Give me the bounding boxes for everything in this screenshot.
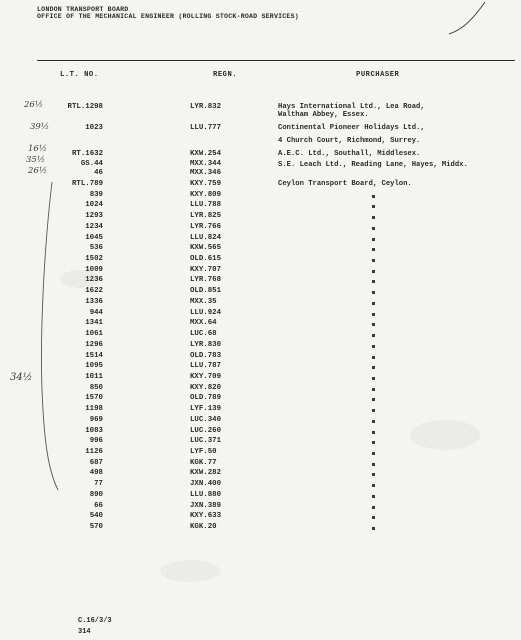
lt-number-cell: 1502: [85, 255, 103, 264]
registration-cell: LYR.766: [190, 222, 222, 231]
ditto-mark: [372, 398, 375, 401]
check-mark-icon: [441, 0, 491, 40]
registration-cell: OLD.789: [190, 394, 222, 403]
purchaser-continental-1: Continental Pioneer Holidays Ltd.,: [278, 124, 425, 132]
lt-number-cell: 1023: [85, 124, 103, 132]
lt-number-cell: 1336: [85, 297, 103, 306]
ditto-mark: [372, 205, 375, 208]
ditto-mark: [372, 302, 375, 305]
registration-cell: MXX.344: [190, 160, 222, 168]
registration-cell: KXY.759: [190, 180, 222, 188]
registration-cell: MXX.35: [190, 297, 217, 306]
registration-cell: LLU.788: [190, 201, 222, 210]
ditto-mark: [372, 484, 375, 487]
ditto-mark: [372, 516, 375, 519]
lt-number-cell: RTL.1298: [67, 103, 103, 111]
footer-reference: C.16/3/3: [78, 617, 112, 625]
ditto-mark: [372, 323, 375, 326]
lt-number-cell: 1570: [85, 394, 103, 403]
header-rule: [37, 60, 515, 61]
lt-number-cell: RTL.789: [71, 180, 103, 188]
ditto-mark: [372, 452, 375, 455]
handwritten-note: 34½: [10, 372, 33, 383]
registration-cell: JXN.400: [190, 480, 222, 489]
ditto-mark: [372, 313, 375, 316]
registration-cell: KXW.254: [190, 150, 222, 158]
registration-cell: LUC.340: [190, 415, 222, 424]
lt-number-cell: 1236: [85, 276, 103, 285]
ditto-mark: [372, 527, 375, 530]
ditto-mark: [372, 366, 375, 369]
lt-number-cell: 1024: [85, 201, 103, 210]
handwritten-note: 39½: [30, 122, 50, 132]
lt-number-cell: 890: [89, 490, 103, 499]
ditto-mark: [372, 248, 375, 251]
registration-cell: OLD.615: [190, 255, 222, 264]
registration-cell: LYR.768: [190, 276, 222, 285]
lt-number-cell: 498: [89, 469, 103, 478]
lt-number-cell: 687: [89, 458, 103, 467]
ditto-mark: [372, 280, 375, 283]
registration-cell: LLU.824: [190, 233, 222, 242]
column-header-purchaser: PURCHASER: [356, 71, 400, 79]
registration-cell: KXW.282: [190, 469, 222, 478]
lt-number-cell: 66: [94, 501, 103, 510]
lt-number-cell: 1514: [85, 351, 103, 360]
lt-number-cell: 570: [89, 523, 103, 532]
registration-cell: KXW.565: [190, 244, 222, 253]
lt-number-cell: 77: [94, 480, 103, 489]
ditto-mark: [372, 356, 375, 359]
ditto-mark: [372, 473, 375, 476]
handwritten-note: 16½: [28, 144, 48, 154]
lt-number-cell: 1234: [85, 222, 103, 231]
registration-cell: LUC.260: [190, 426, 222, 435]
registration-cell: LYR.830: [190, 340, 222, 349]
ditto-mark: [372, 345, 375, 348]
ditto-mark: [372, 495, 375, 498]
registration-cell: KXY.633: [190, 512, 222, 521]
registration-cell: OLD.851: [190, 287, 222, 296]
paper-speck: [160, 560, 220, 582]
lt-number-cell: 1296: [85, 340, 103, 349]
letterhead: [37, 6, 299, 20]
ditto-mark: [372, 388, 375, 391]
lt-number-cell: 1083: [85, 426, 103, 435]
footer-number: 314: [78, 628, 91, 636]
handwritten-note: 26½: [28, 166, 48, 176]
registration-cell: LLU.880: [190, 490, 222, 499]
lt-number-cell: 1009: [85, 265, 103, 274]
lt-number-cell: 540: [89, 512, 103, 521]
ditto-mark: [372, 409, 375, 412]
lt-number-cell: 1198: [85, 405, 103, 414]
lt-number-cell: 839: [89, 190, 103, 199]
ditto-mark: [372, 195, 375, 198]
ditto-mark: [372, 259, 375, 262]
ditto-mark: [372, 291, 375, 294]
registration-cell: LYF.50: [190, 448, 217, 456]
ditto-mark: [372, 420, 375, 423]
registration-cell: JXN.389: [190, 501, 222, 510]
purchaser-leach: S.E. Leach Ltd., Reading Lane, Hayes, Middx.: [278, 161, 468, 169]
ditto-mark: [372, 216, 375, 219]
registration-cell: LYF.139: [190, 405, 222, 414]
lt-number-cell: 1622: [85, 287, 103, 296]
registration-cell: LLU.924: [190, 308, 222, 317]
lt-number-cell: 46: [94, 169, 103, 177]
registration-cell: KXY.809: [190, 190, 222, 199]
registration-cell: KGK.20: [190, 523, 217, 532]
lt-number-cell: 1095: [85, 362, 103, 371]
column-header-lt-no: L.T. NO.: [60, 71, 99, 79]
handwritten-note: 35½: [26, 155, 46, 165]
ditto-mark: [372, 441, 375, 444]
column-header-regn: REGN.: [213, 71, 238, 79]
lt-number-cell: 1061: [85, 330, 103, 339]
registration-cell: LLU.787: [190, 362, 222, 371]
ditto-mark: [372, 334, 375, 337]
registration-cell: OLD.783: [190, 351, 222, 360]
lt-number-cell: 1045: [85, 233, 103, 242]
registration-cell: LUC.371: [190, 437, 222, 446]
registration-cell: MXX.64: [190, 319, 217, 328]
lt-number-cell: 850: [89, 383, 103, 392]
registration-cell: LYR.825: [190, 212, 222, 221]
registration-cell: KXY.820: [190, 383, 222, 392]
registration-cell: LYR.832: [190, 103, 222, 111]
purchaser-continental-2: 4 Church Court, Richmond, Surrey.: [278, 137, 421, 145]
lt-number-cell: 969: [89, 415, 103, 424]
lt-number-cell: 996: [89, 437, 103, 446]
lt-number-cell: 944: [89, 308, 103, 317]
paper-speck: [410, 420, 480, 450]
ditto-mark: [372, 463, 375, 466]
registration-cell: LLU.777: [190, 124, 222, 132]
purchaser-aec: A.E.C. Ltd., Southall, Middlesex.: [278, 150, 421, 158]
lt-number-cell: 1341: [85, 319, 103, 328]
registration-cell: KXY.709: [190, 372, 222, 381]
ditto-mark: [372, 377, 375, 380]
purchaser-ceylon: Ceylon Transport Board, Ceylon.: [278, 180, 412, 188]
lt-number-cell: 1126: [85, 448, 103, 456]
purchaser-hays-2: Waltham Abbey, Essex.: [278, 111, 369, 119]
handwritten-note: 26½: [24, 100, 44, 110]
lt-number-cell: GS.44: [80, 160, 103, 168]
lt-number-cell: 536: [89, 244, 103, 253]
ditto-mark: [372, 270, 375, 273]
ditto-mark: [372, 431, 375, 434]
ditto-mark: [372, 227, 375, 230]
registration-cell: KGK.77: [190, 458, 217, 467]
letterhead-line-2: OFFICE OF THE MECHANICAL ENGINEER (ROLLING STOCK-ROAD SERVICES): [37, 13, 299, 20]
lt-number-cell: RT.1632: [71, 150, 103, 158]
ditto-mark: [372, 238, 375, 241]
registration-cell: MXX.346: [190, 169, 222, 177]
letterhead-line-1: LONDON TRANSPORT BOARD: [37, 6, 129, 13]
registration-cell: LUC.68: [190, 330, 217, 339]
ditto-mark: [372, 506, 375, 509]
lt-number-cell: 1011: [85, 372, 103, 381]
registration-cell: KXY.707: [190, 265, 222, 274]
purchaser-hays-1: Hays International Ltd., Lea Road,: [278, 103, 425, 111]
lt-number-cell: 1293: [85, 212, 103, 221]
